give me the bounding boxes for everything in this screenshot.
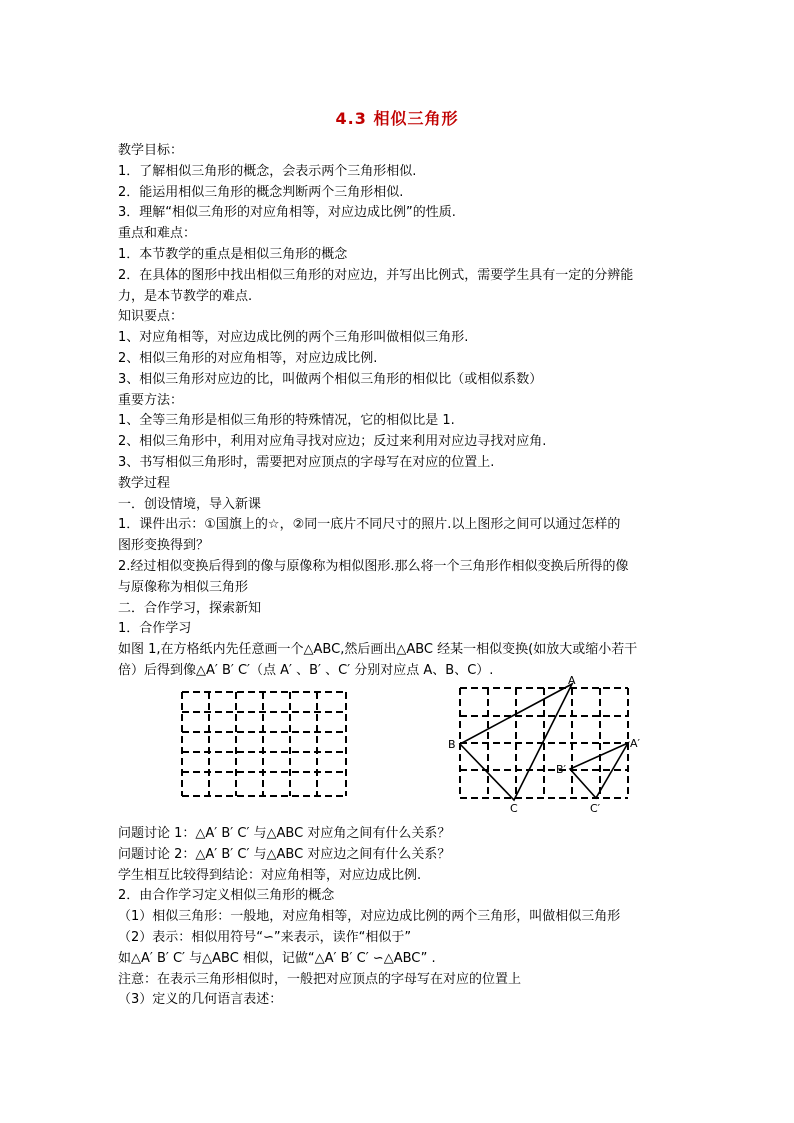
label-b-prime: B′ — [556, 763, 567, 776]
text-line: （3）定义的几何语言表述： — [118, 992, 283, 1008]
text-line: 3、相似三角形对应边的比，叫做两个相似三角形的相似比（或相似系数） — [118, 371, 543, 387]
text-line: 重点和难点： — [118, 226, 197, 242]
text-line: 1．本节教学的重点是相似三角形的概念 — [118, 246, 348, 262]
text-line: 二．合作学习，探索新知 — [118, 600, 262, 616]
text-line: 注意：在表示三角形相似时，一般把对应顶点的字母写在对应的位置上 — [118, 971, 522, 987]
text-line: 3．理解“相似三角形的对应角相等，对应边成比例”的性质. — [118, 205, 456, 221]
text-line: 2．能运用相似三角形的概念判断两个三角形相似. — [118, 184, 404, 200]
label-c: C — [510, 802, 518, 814]
text-line: 2.经过相似变换后得到的像与原像称为相似图形.那么将一个三角形作相似变换后所得的像 — [118, 558, 629, 574]
text-line: 问题讨论 2：△A′ B′ C′ 与△ABC 对应边之间有什么关系？ — [118, 846, 451, 862]
text-block-bottom — [118, 824, 678, 1011]
text-line: 学生相互比较得到结论：对应角相等，对应边成比例. — [118, 867, 422, 883]
text-line: 知识要点： — [118, 309, 184, 325]
text-line: 2、相似三角形中，利用对应角寻找对应边；反过来利用对应边寻找对应角. — [118, 434, 547, 450]
text-line: 2．在具体的图形中找出相似三角形的对应边，并写出比例式，需要学生具有一定的分辨能 — [118, 267, 634, 283]
text-line: 问题讨论 1：△A′ B′ C′ 与△ABC 对应角之间有什么关系？ — [118, 826, 451, 841]
text-line: 一．创设情境，导入新课 — [118, 496, 262, 512]
text-line: 1．课件出示：①国旗上的☆，②同一底片不同尺寸的照片.以上图形之间可以通过怎样的 — [118, 517, 621, 533]
text-block-top — [118, 141, 678, 682]
text-line: 1．了解相似三角形的概念，会表示两个三角形相似. — [118, 163, 417, 179]
text-line: 3、书写相似三角形时，需要把对应顶点的字母写在对应的位置上. — [118, 454, 495, 470]
label-c-prime: C′ — [590, 802, 601, 814]
text-line: 如△A′ B′ C′ 与△ABC 相似，记做“△A′ B′ C′ ∽△ABC” . — [118, 950, 436, 966]
text-line: 1．合作学习 — [118, 621, 192, 637]
text-line: （2）表示：相似用符号“∽”来表示，读作“相似于” — [118, 929, 412, 945]
text-line: 教学目标： — [118, 143, 184, 158]
text-line: 力，是本节教学的难点. — [118, 288, 253, 304]
label-b: B — [448, 738, 456, 751]
text-line: 图形变换得到？ — [118, 538, 210, 554]
text-line: 倍）后得到像△A′ B′ C′（点 A′ 、B′ 、C′ 分别对应点 A、B、C）. — [118, 662, 494, 678]
text-line: 2．由合作学习定义相似三角形的概念 — [118, 888, 335, 904]
page-title: 4.3 相似三角形 — [335, 109, 459, 128]
label-a-prime: A′ — [630, 737, 641, 750]
text-line: 1、全等三角形是相似三角形的特殊情况，它的相似比是 1. — [118, 413, 455, 429]
text-line: 与原像称为相似三角形 — [118, 579, 249, 595]
text-line: 2、相似三角形的对应角相等，对应边成比例. — [118, 350, 378, 366]
label-a: A — [568, 674, 576, 687]
text-line: （1）相似三角形：一般地，对应角相等，对应边成比例的两个三角形，叫做相似三角形 — [118, 909, 621, 925]
text-line: 如图 1,在方格纸内先任意画一个△ABC,然后画出△ABC 经某一相似变换(如放大或缩小若干 — [118, 642, 638, 658]
blank-grid-figure — [176, 686, 352, 802]
triangle-grid-figure — [444, 674, 650, 814]
text-line: 1、对应角相等，对应边成比例的两个三角形叫做相似三角形. — [118, 330, 469, 346]
text-line: 重要方法： — [118, 392, 184, 408]
text-line: 教学过程 — [118, 475, 171, 491]
